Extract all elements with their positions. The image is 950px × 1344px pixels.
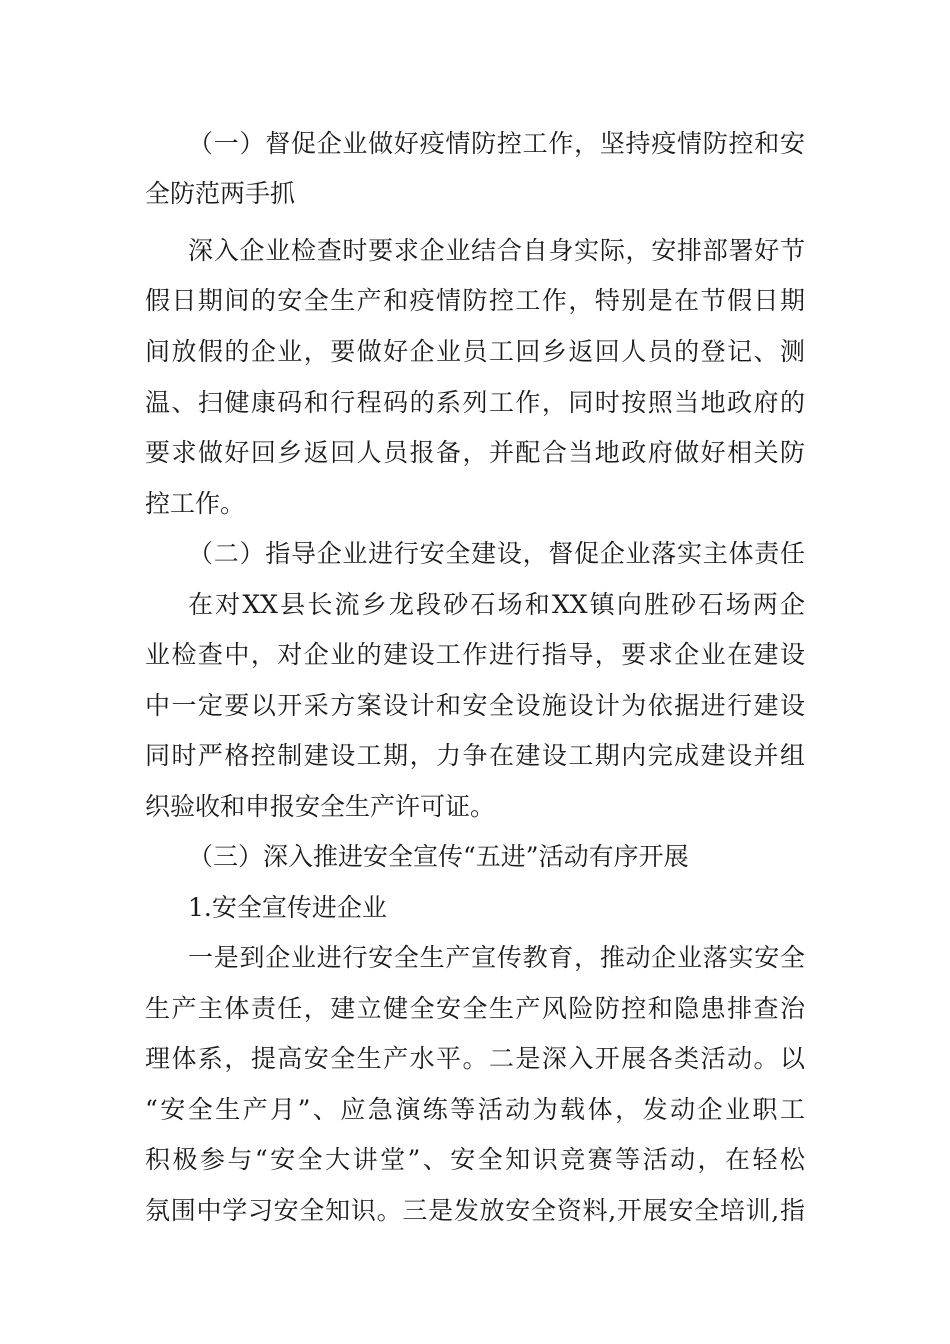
para-1-line-6: 控工作。: [145, 489, 246, 518]
para-3-line-4: “安全生产月”、应急演练等活动为载体，发动企业职工: [145, 1095, 805, 1124]
para-3-line-3: 理体系，提高安全生产水平。二是深入开展各类活动。以: [145, 1044, 805, 1073]
para-2-line-4: 同时严格控制建设工期，力争在建设工期内完成建设并组: [145, 741, 805, 770]
heading-3-line-1: （三）深入推进安全宣传“五进”活动有序开展: [188, 842, 689, 871]
para-2-line-3: 中一定要以开采方案设计和安全设施设计为依据进行建设: [145, 691, 805, 720]
heading-1-line-2: 全防范两手抓: [145, 179, 296, 208]
para-3-line-2: 生产主体责任，建立健全安全生产风险防控和隐患排查治: [145, 994, 805, 1023]
para-1-line-5: 要求做好回乡返回人员报备，并配合当地政府做好相关防: [145, 438, 805, 467]
para-1-line-4: 温、扫健康码和行程码的系列工作，同时按照当地政府的: [145, 388, 805, 417]
para-3-line-5: 积极参与“安全大讲堂”、安全知识竞赛等活动，在轻松: [145, 1145, 805, 1174]
heading-2-line-1: （二）指导企业进行安全建设，督促企业落实主体责任: [188, 539, 805, 568]
subheading-1-line-1: 1.安全宣传进企业: [188, 893, 387, 922]
heading-1-line-1: （一）督促企业做好疫情防控工作，坚持疫情防控和安: [188, 129, 805, 158]
para-1-line-1: 深入企业检查时要求企业结合自身实际，安排部署好节: [188, 236, 805, 265]
para-2-line-1: 在对XX县长流乡龙段砂石场和XX镇向胜砂石场两企: [188, 590, 805, 619]
para-3-line-6: 氛围中学习安全知识。三是发放安全资料,开展安全培训,指: [145, 1196, 805, 1225]
para-2-line-5: 织验收和申报安全生产许可证。: [145, 792, 496, 821]
para-3-line-1: 一是到企业进行安全生产宣传教育，推动企业落实安全: [188, 943, 805, 972]
para-1-line-3: 间放假的企业，要做好企业员工回乡返回人员的登记、测: [145, 337, 805, 366]
para-2-line-2: 业检查中，对企业的建设工作进行指导，要求企业在建设: [145, 640, 805, 669]
para-1-line-2: 假日期间的安全生产和疫情防控工作，特别是在节假日期: [145, 286, 805, 315]
